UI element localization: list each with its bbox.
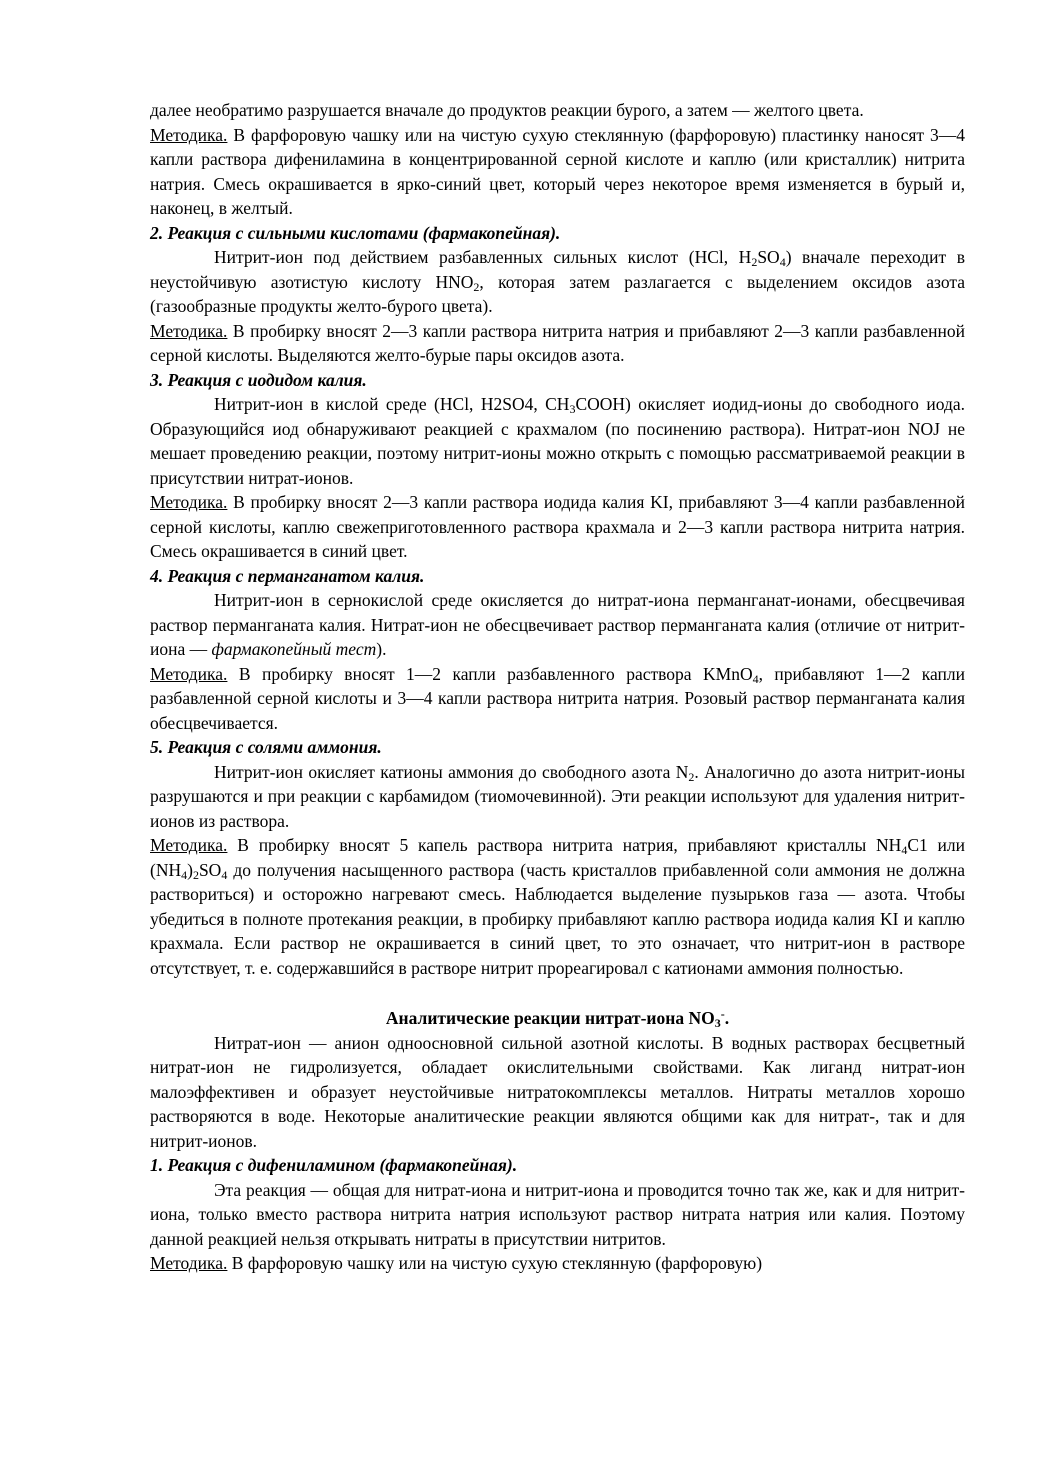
method-paragraph: Методика. В пробирку вносят 1—2 капли разбавленного раствора KMnO$_4$, прибавляют 1—2 капли разбавленной серной кислоты и 3—4 капли раствора нитрита натрия. Розовый раствор перманганата калия обесцвечивается.	[150, 663, 965, 733]
method-label: Методика.	[150, 1253, 228, 1273]
method-text: В фарфоровую чашку или на чистую сухую стеклянную (фарфоровую) пластинку наносят 3—4 капли раствора дифениламина в концентрированной серной кислоте и каплю (или кристаллик) нитрита натрия. Смесь окрашивается в ярко-синий цвет, который через некоторое время изменяется в бурый и, наконец, в желтый.	[150, 124, 965, 218]
method-paragraph	[150, 123, 965, 221]
section-heading: 1. Реакция с дифениламином (фармакопейная).	[150, 1155, 518, 1175]
paragraph: Эта реакция — общая для нитрат-иона и нитрит-иона и проводится точно так же, как и для нитрит-иона, только вместо раствора нитрита натрия используют раствор нитрата натрия или калия. Поэтому данной реакцией нельзя открывать нитраты в присутствии нитритов.	[150, 1179, 965, 1249]
method-label: Методика.	[150, 124, 228, 145]
section-heading: 5. Реакция с солями аммония.	[150, 737, 382, 757]
method-label: Методика.	[150, 835, 228, 855]
document-page	[150, 98, 965, 1276]
section-title: Аналитические реакции нитрат-иона $NO_3^-$.	[385, 1007, 730, 1030]
method-paragraph: Методика. В пробирку вносят 5 капель раствора нитрита натрия, прибавляют кристаллы $NH_4C1$ или $(NH_4)_2SO_4$ до получения насыщенного раствора (часть кристаллов прибавленной соли аммония не должна раствориться) и осторожно нагревают смесь. Наблюдается выделение пузырьков газа — азота. Чтобы убедиться в полноте протекания реакции, в пробирку прибавляют каплю раствора иодида калия KI и каплю крахмала. Если раствор не окрашивается в синий цвет, то это означает, что нитрит-ион в растворе отсутствует, т. е. содержавшийся в растворе нитрит прореагировал с катионами аммония полностью.	[150, 835, 965, 978]
method-paragraph	[150, 1251, 965, 1276]
paragraph: Нитрит-ион окисляет катионы аммония до свободного азота $N_2$. Аналогично до азота нитрит-ионы разрушаются и при реакции с карбамидом (тиомочевинной). Эти реакции используют для удаления нитрит-ионов из раствора.	[150, 761, 965, 831]
paragraph: Нитрит-ион в кислой среде (HCl, H2SO4, $CH_3COOH$) окисляет иодид-ионы до свободного иода. Образующийся иод обнаруживают реакцией с крахмалом (по посинению раствора). Нитрат-ион NOJ не мешает проведению реакции, поэтому нитрит-ионы можно открыть с помощью рассматриваемой реакции в присутствии нитрат-ионов.	[150, 394, 965, 488]
method-paragraph	[150, 319, 965, 368]
section-heading: 4. Реакция с перманганатом калия.	[150, 565, 425, 586]
paragraph: Нитрит-ион под действием разбавленных сильных кислот (HCl, $H_2SO_4$) вначале переходит в неустойчивую азотистую кислоту $HNO_2$, которая затем разлагается с выделением оксидов азота (газообразные продукты желто-бурого цвета).	[150, 247, 965, 316]
paragraph: Нитрит-ион в сернокислой среде окисляется до нитрат-иона перманганат-ионами, обесцвечивая раствор перманганата калия. Нитрат-ион не обесцвечивает раствор перманганата калия (отличие от нитрит-иона — фармакопейный тест).	[150, 590, 965, 659]
method-label: Методика.	[150, 492, 228, 512]
paragraph: Нитрат-ион — анион одноосновной сильной азотной кислоты. В водных растворах бесцветный нитрат-ион не гидролизуется, обладает окислительными свойствами. Как лиганд нитрат-ион малоэффективен и образует неустойчивые нитратокомплексы металлов. Нитраты металлов хорошо растворяются в воде. Некоторые аналитические реакции являются общими как для нитрат-, так и для нитрит-ионов.	[150, 1032, 965, 1151]
method-text: В пробирку вносят 2—3 капли раствора иодида калия KI, прибавляют 3—4 капли разбавленной серной кислоты, каплю свежеприготовленного раствора крахмала и 2—3 капли раствора нитрита натрия. Смесь окрашивается в синий цвет.	[150, 492, 965, 561]
method-paragraph	[150, 490, 965, 564]
section-heading: 3. Реакция с иодидом калия.	[150, 369, 367, 390]
method-text: В фарфоровую чашку или на чистую сухую стеклянную (фарфоровую)	[227, 1253, 763, 1273]
paragraph: далее необратимо разрушается вначале до продуктов реакции бурого, а затем — желтого цвета.	[150, 100, 864, 120]
method-text: В пробирку вносят 2—3 капли раствора нитрита натрия и прибавляют 2—3 капли разбавленной серной кислоты. Выделяются желто-бурые пары оксидов азота.	[150, 320, 965, 365]
method-label: Методика.	[150, 663, 228, 684]
section-heading: 2. Реакция с сильными кислотами (фармакопейная).	[150, 222, 561, 243]
method-label: Методика.	[150, 320, 228, 341]
